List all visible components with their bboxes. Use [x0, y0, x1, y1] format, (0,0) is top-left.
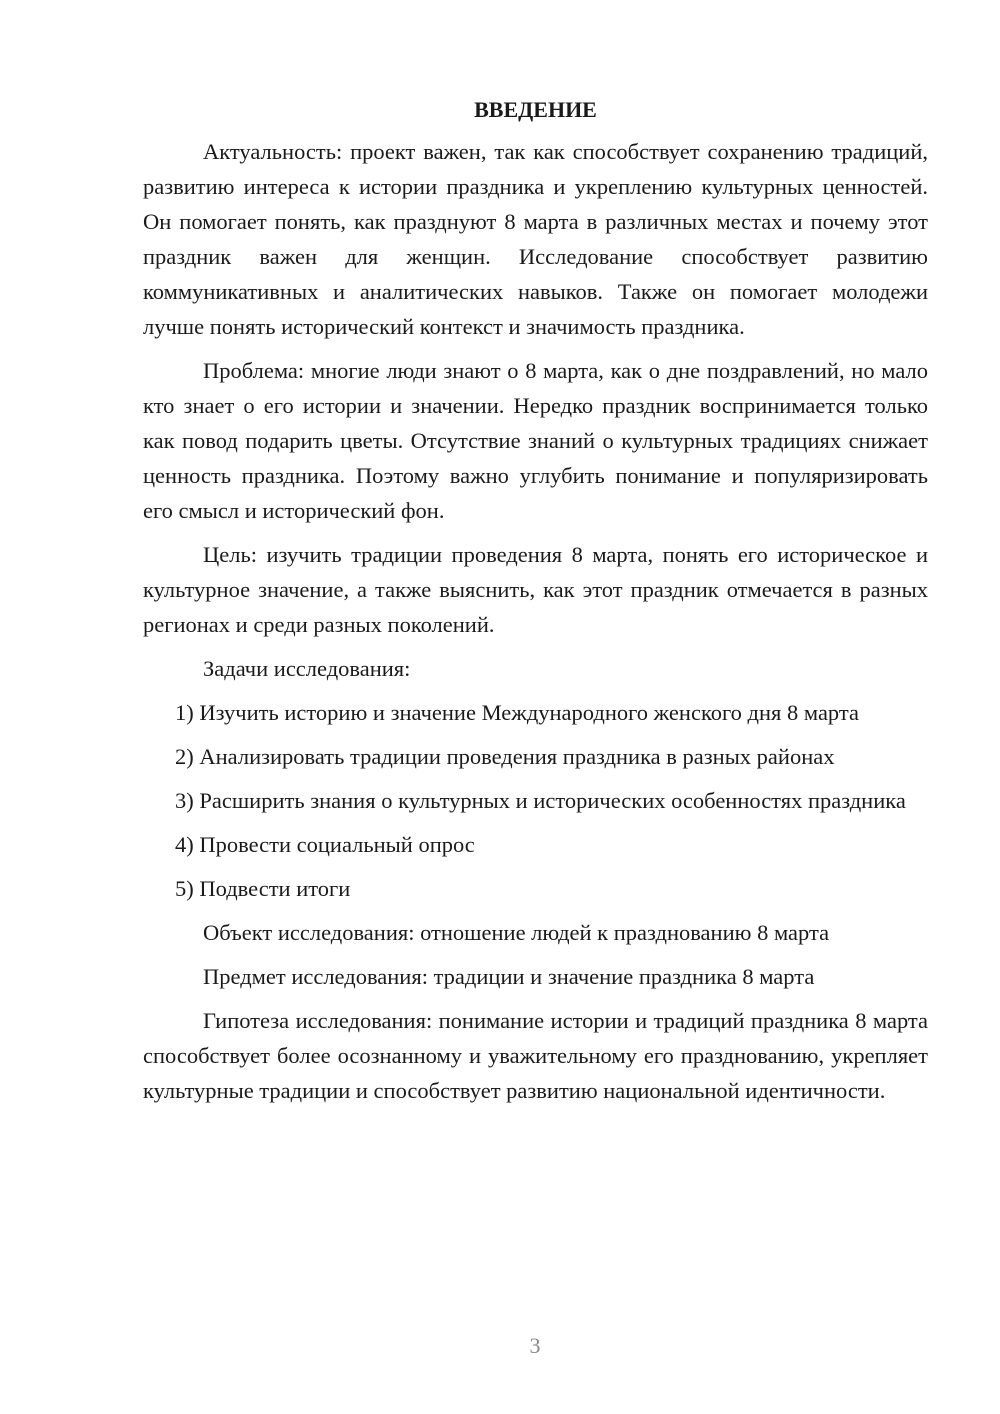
task-item: 1) Изучить историю и значение Международного женского дня 8 марта	[175, 700, 859, 725]
problem-paragraph: Проблема: многие люди знают о 8 марта, как о дне поздравлений, но мало кто знает о его истории и значении. Нередко праздник воспринимается только как повод подарить цветы. Отсутствие знаний о культурных традициях снижает ценность праздника. Поэтому важно углубить понимание и популяризировать его смысл и исторический фон.	[143, 358, 928, 523]
relevance-paragraph: Актуальность: проект важен, так как способствует сохранению традиций, развитию интереса к истории праздника и укреплению культурных ценностей. Он помогает понять, как празднуют 8 марта в различных местах и почему этот праздник важен для женщин. Исследование способствует развитию коммуникативных и аналитических навыков. Также он помогает молодежи лучше понять исторический контекст и значимость праздника.	[143, 139, 928, 339]
page-number: 3	[529, 1333, 541, 1358]
task-item: 4) Провести социальный опрос	[175, 832, 475, 857]
goal-paragraph: Цель: изучить традиции проведения 8 марта, понять его историческое и культурное значение, а также выяснить, как этот праздник отмечается в разных регионах и среди разных поколений.	[143, 542, 928, 637]
task-item: 2) Анализировать традиции проведения праздника в разных районах	[175, 744, 835, 769]
task-item: 3) Расширить знания о культурных и исторических особенностях праздника	[175, 788, 906, 813]
hypothesis-paragraph: Гипотеза исследования: понимание истории и традиций праздника 8 марта способствует более осознанному и уважительному его празднованию, укрепляет культурные традиции и способствует развитию национальной идентичности.	[143, 1008, 928, 1103]
task-item: 5) Подвести итоги	[175, 876, 351, 901]
object-paragraph: Объект исследования: отношение людей к празднованию 8 марта	[203, 920, 830, 945]
subject-paragraph: Предмет исследования: традиции и значение праздника 8 марта	[203, 964, 815, 989]
page-title: ВВЕДЕНИЕ	[474, 97, 597, 122]
tasks-heading: Задачи исследования:	[203, 656, 411, 681]
